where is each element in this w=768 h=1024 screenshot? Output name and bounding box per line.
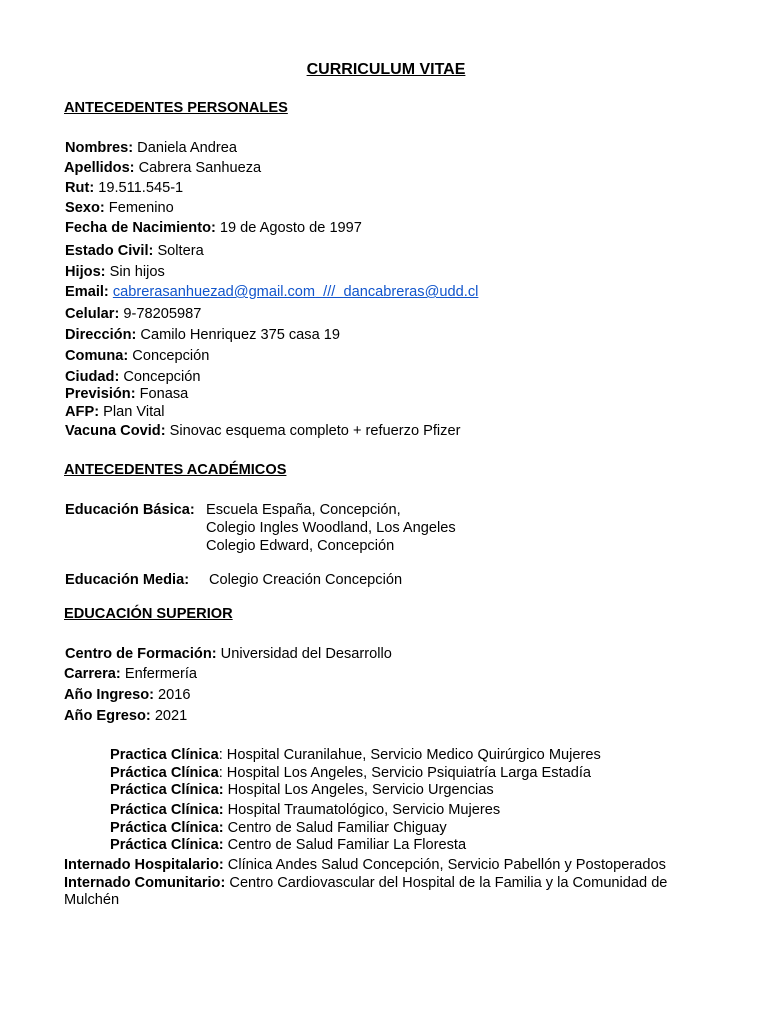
field-sexo: Sexo: Femenino bbox=[65, 200, 174, 216]
section-heading-personal: ANTECEDENTES PERSONALES bbox=[64, 100, 288, 116]
field-nombres: Nombres: Daniela Andrea bbox=[65, 140, 237, 156]
field-hijos: Hijos: Sin hijos bbox=[65, 264, 165, 280]
internado-hospitalario: Internado Hospitalario: Clínica Andes Salud Concepción, Servicio Pabellón y Postoperados bbox=[64, 857, 666, 873]
practica-clinica-item: Práctica Clínica: Hospital Los Angeles, Servicio Urgencias bbox=[110, 782, 494, 798]
practica-clinica-item: Práctica Clínica: Centro de Salud Familiar La Floresta bbox=[110, 837, 467, 853]
section-heading-higher: EDUCACIÓN SUPERIOR bbox=[64, 606, 233, 622]
practica-clinica-item: Practica Clínica: Hospital Curanilahue, Servicio Medico Quirúrgico Mujeres bbox=[110, 747, 601, 763]
field-email: Email: cabrerasanhuezad@gmail.com /// dancabreras@udd.cl bbox=[65, 284, 479, 300]
practica-clinica-item: Práctica Clínica: Centro de Salud Familiar Chiguay bbox=[110, 820, 447, 836]
field-fecha-nacimiento: Fecha de Nacimiento: 19 de Agosto de 1997 bbox=[65, 220, 362, 236]
practica-clinica-item: Práctica Clínica: Hospital Los Angeles, Servicio Psiquiatría Larga Estadía bbox=[110, 765, 592, 781]
email-link-secondary[interactable]: dancabreras@udd.cl bbox=[343, 284, 479, 300]
field-estado-civil: Estado Civil: Soltera bbox=[65, 243, 204, 259]
educacion-media-value: Colegio Creación Concepción bbox=[209, 572, 403, 588]
field-carrera: Carrera: Enfermería bbox=[64, 666, 198, 682]
field-apellidos: Apellidos: Cabrera Sanhueza bbox=[64, 160, 262, 176]
document-title: CURRICULUM VITAE bbox=[306, 61, 466, 78]
field-vacuna-covid: Vacuna Covid: Sinovac esquema completo + refuerzo Pfizer bbox=[65, 423, 461, 439]
field-prevision: Previsión: Fonasa bbox=[65, 386, 189, 402]
educacion-basica-school: Escuela España, Concepción, bbox=[206, 502, 401, 518]
field-ano-egreso: Año Egreso: 2021 bbox=[64, 708, 188, 724]
section-heading-academic: ANTECEDENTES ACADÉMICOS bbox=[64, 462, 287, 478]
email-link-primary[interactable]: cabrerasanhuezad@gmail.com bbox=[112, 284, 316, 300]
field-comuna: Comuna: Concepción bbox=[65, 348, 210, 364]
field-afp: AFP: Plan Vital bbox=[65, 404, 165, 420]
email-separator: /// bbox=[315, 284, 344, 300]
educacion-basica-school: Colegio Ingles Woodland, Los Angeles bbox=[206, 520, 456, 536]
field-centro-formacion: Centro de Formación: Universidad del Desarrollo bbox=[65, 646, 392, 662]
educacion-media-label: Educación Media: bbox=[65, 572, 190, 588]
educacion-basica-school: Colegio Edward, Concepción bbox=[206, 538, 395, 554]
field-ciudad: Ciudad: Concepción bbox=[65, 369, 201, 385]
internado-comunitario: Internado Comunitario: Centro Cardiovascular del Hospital de la Familia y la Comunidad de Mulchén bbox=[64, 875, 668, 908]
field-ano-ingreso: Año Ingreso: 2016 bbox=[64, 687, 191, 703]
field-direccion: Dirección: Camilo Henriquez 375 casa 19 bbox=[65, 327, 340, 343]
field-celular: Celular: 9-78205987 bbox=[65, 306, 202, 322]
practica-clinica-item: Práctica Clínica: Hospital Traumatológico, Servicio Mujeres bbox=[110, 802, 501, 818]
educacion-basica-label: Educación Básica: bbox=[65, 502, 195, 518]
field-rut: Rut: 19.511.545-1 bbox=[65, 180, 184, 196]
